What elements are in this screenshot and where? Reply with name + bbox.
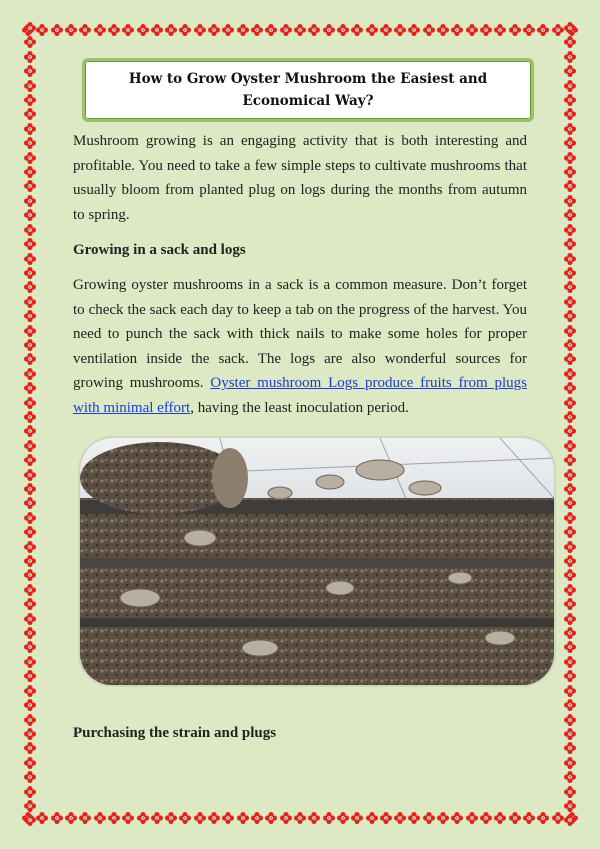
red-flower-icon [24, 425, 36, 437]
red-flower-icon [165, 812, 177, 824]
red-flower-icon [323, 24, 335, 36]
red-flower-icon [564, 627, 576, 639]
red-flower-icon [237, 812, 249, 824]
mushroom-photo [80, 438, 554, 685]
red-flower-icon [509, 24, 521, 36]
mushroom-photo-illustration [80, 438, 554, 685]
red-flower-icon [564, 699, 576, 711]
red-flower-icon [564, 512, 576, 524]
red-flower-icon [24, 65, 36, 77]
red-flower-icon [24, 757, 36, 769]
red-flower-icon [564, 598, 576, 610]
red-flower-icon [564, 166, 576, 178]
red-flower-icon [564, 22, 576, 34]
red-flower-icon [24, 814, 36, 826]
red-flower-icon [222, 24, 234, 36]
red-flower-icon [24, 339, 36, 351]
red-flower-icon [24, 80, 36, 92]
red-flower-icon [24, 238, 36, 250]
red-flower-icon [94, 812, 106, 824]
red-flower-icon [36, 24, 48, 36]
border-bottom [22, 810, 578, 826]
red-flower-icon [564, 267, 576, 279]
red-flower-icon [251, 24, 263, 36]
red-flower-icon [337, 24, 349, 36]
red-flower-icon [137, 812, 149, 824]
red-flower-icon [222, 812, 234, 824]
red-flower-icon [564, 51, 576, 63]
red-flower-icon [564, 65, 576, 77]
red-flower-icon [24, 800, 36, 812]
red-flower-icon [564, 555, 576, 567]
red-flower-icon [564, 714, 576, 726]
red-flower-icon [24, 209, 36, 221]
red-flower-icon [323, 812, 335, 824]
red-flower-icon [24, 786, 36, 798]
section-heading-purchasing: Purchasing the strain and plugs [73, 725, 277, 741]
red-flower-icon [564, 411, 576, 423]
red-flower-icon [24, 94, 36, 106]
red-flower-icon [151, 812, 163, 824]
red-flower-icon [24, 440, 36, 452]
red-flower-icon [437, 24, 449, 36]
red-flower-icon [564, 526, 576, 538]
red-flower-icon [24, 310, 36, 322]
growing-text-1: Growing oyster mushrooms in a sack is a common measure. Don’t forget to check the sack each day to keep a tab on the progress of the harvest. You need to punch the sack with thick nails to make some holes for proper ventilation inside the sack. The logs are also wonderful sources for growing mushrooms. [73, 277, 527, 392]
red-flower-icon [564, 36, 576, 48]
red-flower-icon [179, 24, 191, 36]
red-flower-icon [24, 108, 36, 120]
red-flower-icon [466, 812, 478, 824]
red-flower-icon [51, 812, 63, 824]
red-flower-icon [564, 757, 576, 769]
red-flower-icon [24, 685, 36, 697]
border-left [22, 22, 38, 827]
red-flower-icon [24, 454, 36, 466]
red-flower-icon [564, 800, 576, 812]
red-flower-icon [208, 24, 220, 36]
section-purchasing [73, 723, 527, 743]
red-flower-icon [24, 656, 36, 668]
red-flower-icon [564, 641, 576, 653]
red-flower-icon [564, 296, 576, 308]
red-flower-icon [564, 238, 576, 250]
red-flower-icon [564, 483, 576, 495]
red-flower-icon [294, 812, 306, 824]
border-top [22, 22, 578, 38]
red-flower-icon [564, 656, 576, 668]
red-flower-icon [394, 24, 406, 36]
red-flower-icon [24, 123, 36, 135]
red-flower-icon [494, 812, 506, 824]
red-flower-icon [24, 497, 36, 509]
red-flower-icon [24, 584, 36, 596]
red-flower-icon [351, 24, 363, 36]
red-flower-icon [24, 598, 36, 610]
red-flower-icon [564, 94, 576, 106]
red-flower-icon [564, 209, 576, 221]
red-flower-icon [251, 812, 263, 824]
red-flower-icon [564, 440, 576, 452]
red-flower-icon [423, 812, 435, 824]
red-flower-icon [79, 24, 91, 36]
red-flower-icon [165, 24, 177, 36]
red-flower-icon [24, 180, 36, 192]
red-flower-icon [24, 714, 36, 726]
red-flower-icon [451, 24, 463, 36]
red-flower-icon [394, 812, 406, 824]
red-flower-icon [24, 195, 36, 207]
section-heading-growing: Growing in a sack and logs [73, 242, 246, 258]
red-flower-icon [564, 281, 576, 293]
red-flower-icon [24, 699, 36, 711]
red-flower-icon [24, 627, 36, 639]
red-flower-icon [24, 325, 36, 337]
red-flower-icon [24, 22, 36, 34]
red-flower-icon [564, 325, 576, 337]
red-flower-icon [24, 353, 36, 365]
red-flower-icon [137, 24, 149, 36]
red-flower-icon [179, 812, 191, 824]
red-flower-icon [564, 382, 576, 394]
red-flower-icon [24, 152, 36, 164]
red-flower-icon [564, 469, 576, 481]
red-flower-icon [65, 812, 77, 824]
red-flower-icon [24, 267, 36, 279]
intro-paragraph: Mushroom growing is an engaging activity that is both interesting and profitable. You need to take a few simple steps to cultivate mushrooms that usually bloom from planted plug on logs during the months from autumn to spring. [73, 133, 527, 223]
red-flower-icon [122, 24, 134, 36]
red-flower-icon [564, 771, 576, 783]
red-flower-icon [208, 812, 220, 824]
red-flower-icon [564, 397, 576, 409]
red-flower-icon [24, 296, 36, 308]
red-flower-icon [564, 685, 576, 697]
red-flower-icon [308, 24, 320, 36]
red-flower-icon [509, 812, 521, 824]
red-flower-icon [451, 812, 463, 824]
title-box [82, 58, 534, 122]
red-flower-icon [564, 339, 576, 351]
red-flower-icon [564, 742, 576, 754]
red-flower-icon [564, 195, 576, 207]
red-flower-icon [523, 24, 535, 36]
red-flower-icon [265, 24, 277, 36]
red-flower-icon [564, 224, 576, 236]
red-flower-icon [24, 742, 36, 754]
red-flower-icon [94, 24, 106, 36]
red-flower-icon [564, 253, 576, 265]
red-flower-icon [480, 24, 492, 36]
section-growing [73, 240, 527, 260]
red-flower-icon [564, 670, 576, 682]
red-flower-icon [366, 24, 378, 36]
red-flower-icon [24, 224, 36, 236]
red-flower-icon [380, 812, 392, 824]
red-flower-icon [24, 670, 36, 682]
red-flower-icon [24, 469, 36, 481]
red-flower-icon [280, 24, 292, 36]
border-right [562, 22, 578, 827]
intro-section [73, 129, 527, 227]
red-flower-icon [194, 24, 206, 36]
red-flower-icon [108, 812, 120, 824]
red-flower-icon [24, 51, 36, 63]
red-flower-icon [24, 137, 36, 149]
red-flower-icon [564, 425, 576, 437]
red-flower-icon [480, 812, 492, 824]
red-flower-icon [265, 812, 277, 824]
red-flower-icon [564, 497, 576, 509]
section-growing-body [73, 273, 527, 421]
red-flower-icon [51, 24, 63, 36]
red-flower-icon [564, 454, 576, 466]
red-flower-icon [24, 771, 36, 783]
red-flower-icon [564, 310, 576, 322]
red-flower-icon [564, 569, 576, 581]
oyster-logs-link[interactable]: Oyster mushroom Logs produce fruits from plugs with minimal effort [73, 375, 528, 416]
growing-paragraph [73, 273, 527, 421]
red-flower-icon [24, 728, 36, 740]
red-flower-icon [308, 812, 320, 824]
red-flower-icon [24, 541, 36, 553]
red-flower-icon [564, 80, 576, 92]
red-flower-icon [537, 812, 549, 824]
red-flower-icon [24, 526, 36, 538]
page-title: How to Grow Oyster Mushroom the Easiest and Economical Way? [128, 71, 488, 109]
red-flower-icon [564, 368, 576, 380]
red-flower-icon [564, 123, 576, 135]
red-flower-icon [466, 24, 478, 36]
red-flower-icon [408, 812, 420, 824]
red-flower-icon [24, 281, 36, 293]
red-flower-icon [494, 24, 506, 36]
red-flower-icon [423, 24, 435, 36]
red-flower-icon [408, 24, 420, 36]
red-flower-icon [24, 166, 36, 178]
red-flower-icon [151, 24, 163, 36]
red-flower-icon [79, 812, 91, 824]
red-flower-icon [24, 569, 36, 581]
red-flower-icon [24, 411, 36, 423]
red-flower-icon [366, 812, 378, 824]
red-flower-icon [280, 812, 292, 824]
red-flower-icon [24, 512, 36, 524]
red-flower-icon [337, 812, 349, 824]
red-flower-icon [194, 812, 206, 824]
red-flower-icon [564, 152, 576, 164]
red-flower-icon [564, 814, 576, 826]
red-flower-icon [437, 812, 449, 824]
red-flower-icon [564, 584, 576, 596]
red-flower-icon [24, 397, 36, 409]
red-flower-icon [24, 36, 36, 48]
red-flower-icon [537, 24, 549, 36]
red-flower-icon [65, 24, 77, 36]
growing-text-2: , having the least inoculation period. [190, 399, 409, 416]
red-flower-icon [564, 786, 576, 798]
red-flower-icon [564, 137, 576, 149]
red-flower-icon [564, 613, 576, 625]
red-flower-icon [24, 368, 36, 380]
red-flower-icon [564, 353, 576, 365]
red-flower-icon [24, 641, 36, 653]
red-flower-icon [294, 24, 306, 36]
red-flower-icon [122, 812, 134, 824]
red-flower-icon [351, 812, 363, 824]
red-flower-icon [564, 108, 576, 120]
red-flower-icon [24, 613, 36, 625]
red-flower-icon [108, 24, 120, 36]
red-flower-icon [380, 24, 392, 36]
red-flower-icon [24, 382, 36, 394]
red-flower-icon [564, 728, 576, 740]
red-flower-icon [24, 555, 36, 567]
red-flower-icon [564, 180, 576, 192]
red-flower-icon [24, 253, 36, 265]
red-flower-icon [564, 541, 576, 553]
red-flower-icon [36, 812, 48, 824]
red-flower-icon [24, 483, 36, 495]
red-flower-icon [523, 812, 535, 824]
red-flower-icon [237, 24, 249, 36]
